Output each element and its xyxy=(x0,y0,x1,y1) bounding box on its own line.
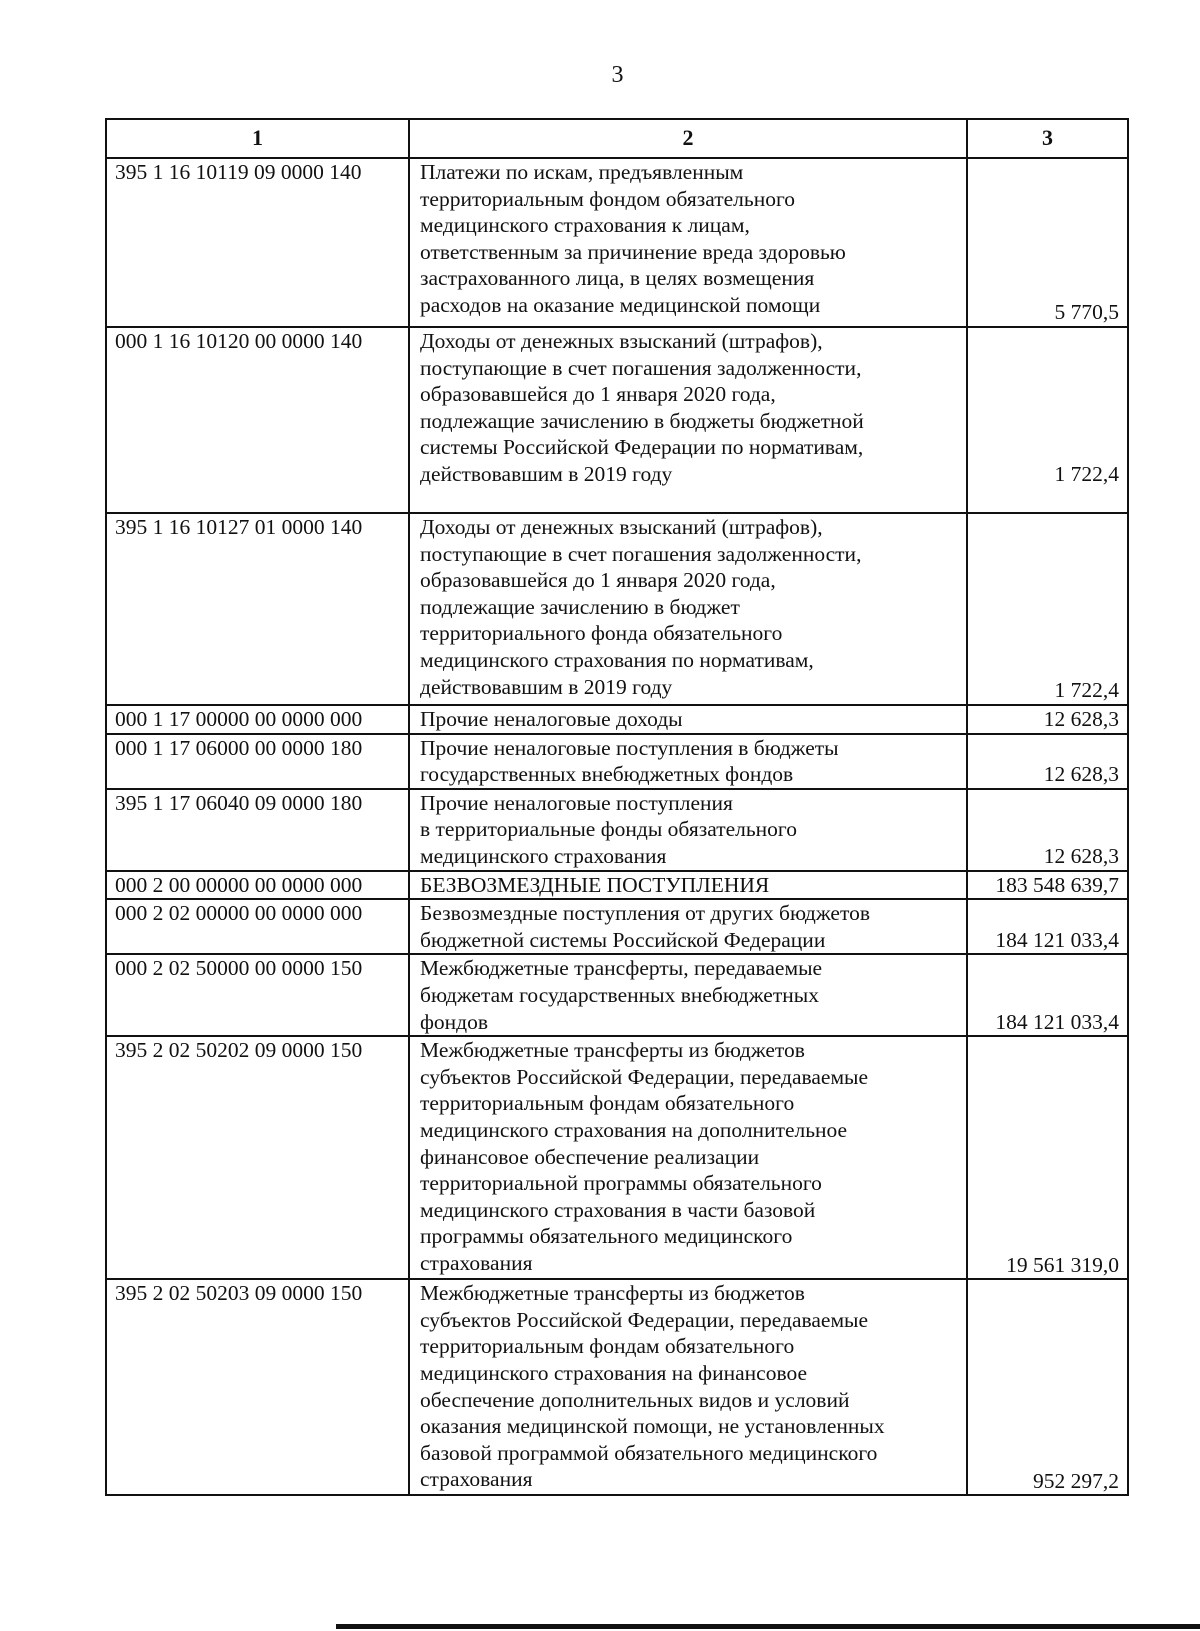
revenue-name: Прочие неналоговые доходы xyxy=(409,705,967,734)
table-row xyxy=(106,789,1128,871)
revenue-name: Прочие неналоговые поступления в территориальные фонды обязательного медицинского страхования xyxy=(409,789,967,871)
revenue-name: Доходы от денежных взысканий (штрафов), поступающие в счет погашения задолженности, образовавшейся до 1 января 2020 года, подлежащие зачислению в бюджет территориального фонда обязательного медицинского страхования по нормативам, действовавшим в 2019 году xyxy=(409,513,967,705)
page-number: 3 xyxy=(611,62,624,88)
table-row xyxy=(106,899,1128,954)
revenue-name: Прочие неналоговые поступления в бюджеты государственных внебюджетных фондов xyxy=(409,734,967,789)
budget-code: 000 1 17 00000 00 0000 000 xyxy=(106,705,409,734)
amount: 1 722,4 xyxy=(967,513,1128,705)
table-row xyxy=(106,1279,1128,1495)
revenue-table xyxy=(105,118,1129,1496)
table-header-row xyxy=(106,119,1128,158)
revenue-name: Межбюджетные трансферты из бюджетов субъектов Российской Федерации, передаваемые территориальным фондам обязательного медицинского страхования на финансовое обеспечение дополнительных видов и условий оказания медицинской помощи, не установленных базовой программой обязательного медицинского страхования xyxy=(409,1279,967,1495)
amount: 12 628,3 xyxy=(967,705,1128,734)
column-header-3: 3 xyxy=(967,119,1128,158)
amount: 19 561 319,0 xyxy=(967,1036,1128,1279)
table-row xyxy=(106,158,1128,327)
revenue-name: БЕЗВОЗМЕЗДНЫЕ ПОСТУПЛЕНИЯ xyxy=(409,871,967,900)
budget-code: 000 2 02 00000 00 0000 000 xyxy=(106,899,409,954)
table-row xyxy=(106,954,1128,1036)
column-header-2: 2 xyxy=(409,119,967,158)
revenue-name: Платежи по искам, предъявленным территориальным фондом обязательного медицинского страхования к лицам, ответственным за причинение вреда здоровью застрахованного лица, в целях возмещения расходов на оказание медицинской помощи xyxy=(409,158,967,327)
budget-code: 395 2 02 50202 09 0000 150 xyxy=(106,1036,409,1279)
column-header-1: 1 xyxy=(106,119,409,158)
revenue-name: Безвозмездные поступления от других бюджетов бюджетной системы Российской Федерации xyxy=(409,899,967,954)
table-row xyxy=(106,513,1128,705)
table-row xyxy=(106,871,1128,900)
revenue-name: Межбюджетные трансферты, передаваемые бюджетам государственных внебюджетных фондов xyxy=(409,954,967,1036)
budget-code: 000 1 16 10120 00 0000 140 xyxy=(106,327,409,513)
revenue-name: Межбюджетные трансферты из бюджетов субъектов Российской Федерации, передаваемые территориальным фондам обязательного медицинского страхования на дополнительное финансовое обеспечение реализации территориальной программы обязательного медицинского страхования в части базовой программы обязательного медицинского страхования xyxy=(409,1036,967,1279)
table-row xyxy=(106,1036,1128,1279)
amount: 184 121 033,4 xyxy=(967,899,1128,954)
table-row xyxy=(106,327,1128,513)
table-row xyxy=(106,734,1128,789)
amount: 952 297,2 xyxy=(967,1279,1128,1495)
amount: 12 628,3 xyxy=(967,734,1128,789)
amount: 184 121 033,4 xyxy=(967,954,1128,1036)
amount: 5 770,5 xyxy=(967,158,1128,327)
budget-code: 395 1 17 06040 09 0000 180 xyxy=(106,789,409,871)
amount: 183 548 639,7 xyxy=(967,871,1128,900)
budget-code: 000 1 17 06000 00 0000 180 xyxy=(106,734,409,789)
budget-code: 395 1 16 10127 01 0000 140 xyxy=(106,513,409,705)
budget-code: 000 2 02 50000 00 0000 150 xyxy=(106,954,409,1036)
budget-code: 000 2 00 00000 00 0000 000 xyxy=(106,871,409,900)
revenue-name: Доходы от денежных взысканий (штрафов), поступающие в счет погашения задолженности, образовавшейся до 1 января 2020 года, подлежащие зачислению в бюджеты бюджетной системы Российской Федерации по нормативам, действовавшим в 2019 году xyxy=(409,327,967,513)
amount: 12 628,3 xyxy=(967,789,1128,871)
bottom-rule xyxy=(336,1624,1200,1629)
table-row xyxy=(106,705,1128,734)
amount: 1 722,4 xyxy=(967,327,1128,513)
budget-code: 395 1 16 10119 09 0000 140 xyxy=(106,158,409,327)
budget-code: 395 2 02 50203 09 0000 150 xyxy=(106,1279,409,1495)
